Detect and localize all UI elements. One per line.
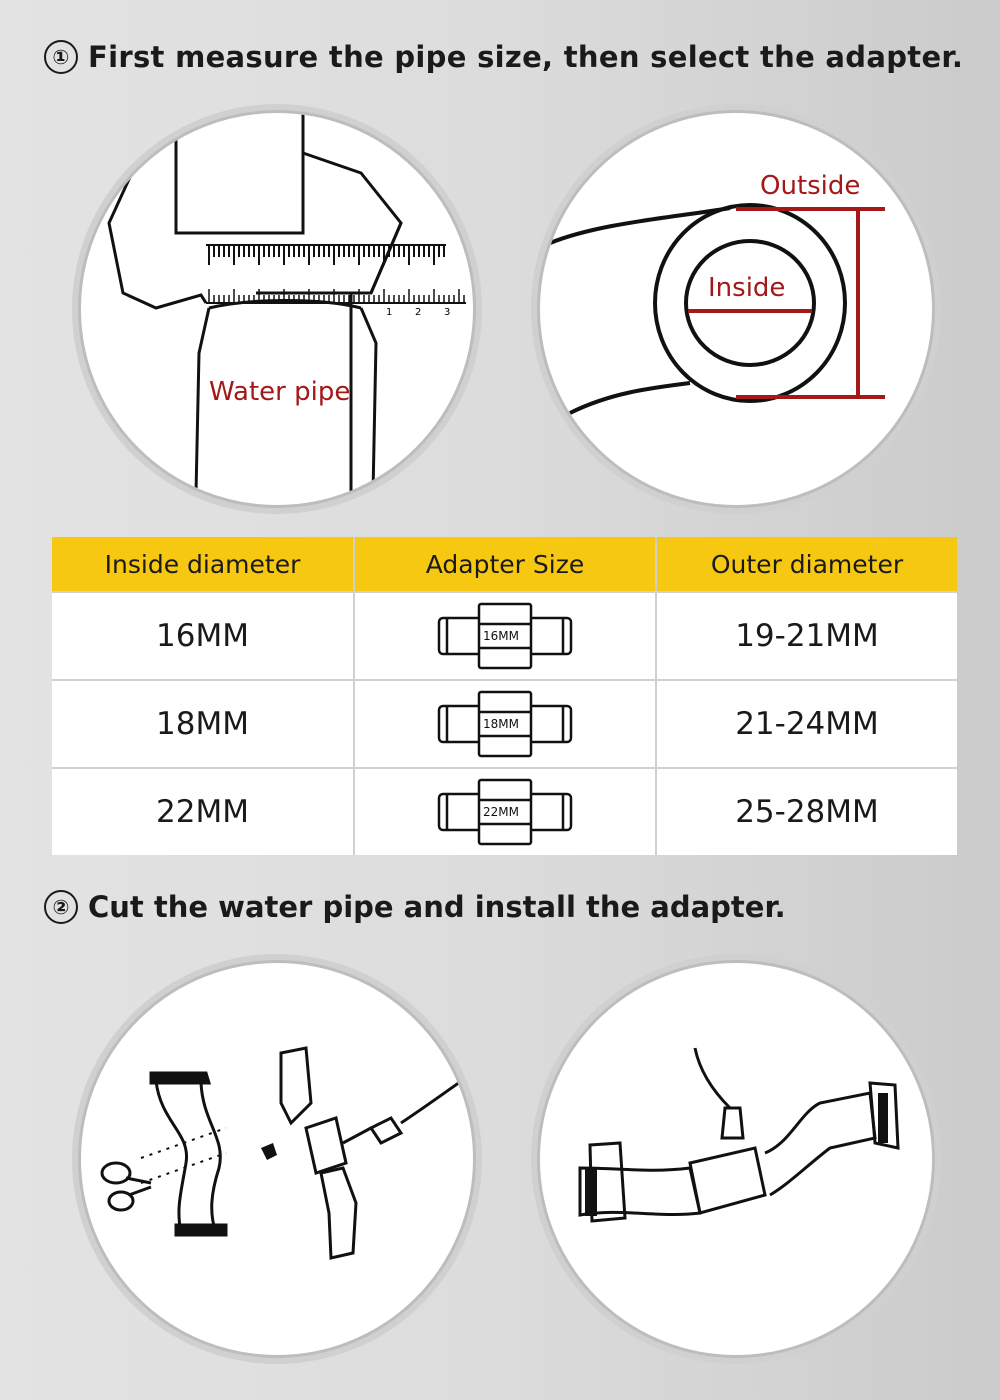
scale-number: 2	[415, 307, 422, 318]
adapter-icon	[435, 776, 575, 848]
table-row	[52, 768, 957, 855]
header-outer-diameter: Outer diameter	[656, 537, 957, 592]
inside-diameter-cell: 22MM	[52, 768, 354, 855]
adapter-icon	[435, 688, 575, 760]
adapter-cell	[354, 768, 656, 855]
scissors-icon	[81, 963, 473, 1355]
installed-adapter-icon	[540, 963, 932, 1355]
table-row	[52, 680, 957, 768]
outer-diameter-cell: 19-21MM	[656, 592, 957, 680]
water-pipe-label: Water pipe	[209, 377, 351, 407]
installed-adapter-illustration	[537, 960, 935, 1358]
inside-diameter-cell: 18MM	[52, 680, 354, 768]
inside-diameter-cell: 16MM	[52, 592, 354, 680]
table-row	[52, 592, 957, 680]
adapter-size-label: 16MM	[483, 629, 519, 643]
size-table	[52, 537, 957, 855]
adapter-cell	[354, 592, 656, 680]
step-2-title	[44, 890, 786, 924]
step-2-text: Cut the water pipe and install the adapter.	[88, 890, 786, 924]
header-adapter-size: Adapter Size	[354, 537, 656, 592]
scale-number: 3	[444, 307, 451, 318]
step-1-text: First measure the pipe size, then select the adapter.	[88, 40, 964, 74]
scale-number: 1	[386, 307, 393, 318]
outside-label: Outside	[760, 171, 861, 201]
adapter-icon	[435, 600, 575, 672]
inside-label: Inside	[708, 273, 786, 303]
step-2-number: ②	[44, 890, 78, 924]
outer-diameter-cell: 25-28MM	[656, 768, 957, 855]
header-inside-diameter: Inside diameter	[52, 537, 354, 592]
outer-diameter-cell: 21-24MM	[656, 680, 957, 768]
cross-section-illustration	[537, 110, 935, 508]
adapter-size-label: 22MM	[483, 805, 519, 819]
step-1-title	[44, 40, 963, 74]
table-header-row	[52, 537, 957, 592]
cut-pipe-illustration	[78, 960, 476, 1358]
adapter-size-label: 18MM	[483, 717, 519, 731]
step-1-number: ①	[44, 40, 78, 74]
adapter-cell	[354, 680, 656, 768]
pipe-cross-section-icon	[540, 113, 932, 505]
caliper-illustration	[78, 110, 476, 508]
